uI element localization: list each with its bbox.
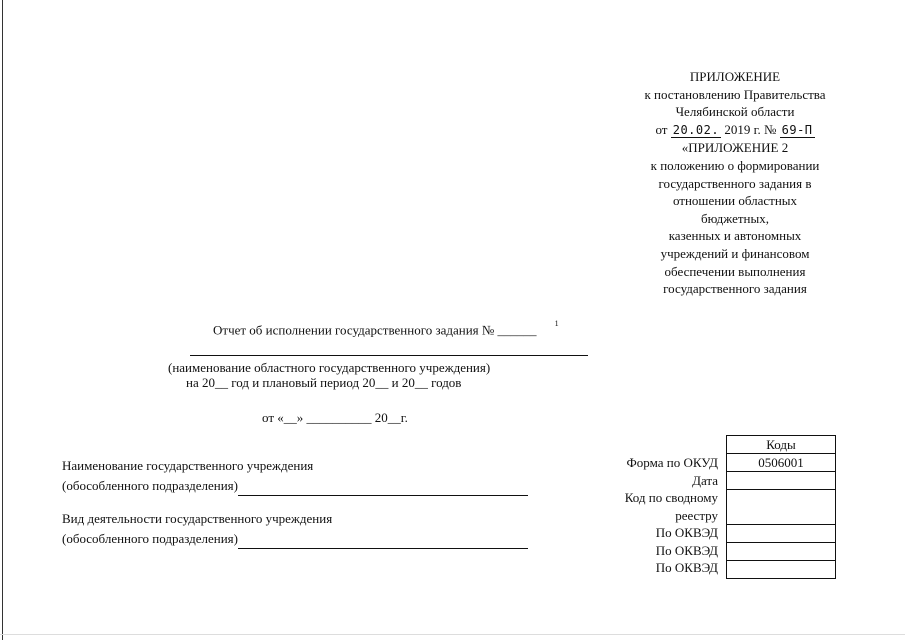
appendix-line: казенных и автономных	[668, 228, 802, 244]
decree-date: 20.02.	[672, 122, 720, 137]
appendix-date-line	[600, 121, 870, 140]
codes-header: Коды	[766, 437, 796, 452]
activity-blank	[238, 536, 528, 549]
appendix-header	[600, 68, 870, 298]
activity-field	[62, 509, 528, 549]
field-label: Наименование государственного учреждения	[62, 458, 314, 473]
okved-code-cell	[727, 542, 835, 560]
field-label: (обособленного подразделения)	[62, 478, 238, 493]
appendix-line: государственного задания	[663, 281, 807, 297]
code-label-okved: По ОКВЭД	[655, 560, 718, 575]
okved-code-cell	[727, 524, 835, 542]
appendix-title: ПРИЛОЖЕНИЕ	[689, 69, 781, 84]
report-title	[213, 319, 559, 338]
institution-name-blank	[238, 483, 528, 496]
report-date: от «__» __________ 20__г.	[262, 410, 408, 425]
code-label-registry-1: Код по сводному	[624, 490, 718, 505]
appendix-line: «ПРИЛОЖЕНИЕ 2	[681, 140, 789, 156]
decree-number: 69-П	[781, 122, 813, 137]
date-code-cell	[727, 471, 835, 489]
okud-code-cell: 0506001	[727, 453, 835, 471]
appendix-line: к положению о формировании	[650, 157, 820, 173]
field-label: (обособленного подразделения)	[62, 531, 238, 546]
appendix-line: бюджетных,	[701, 210, 769, 226]
report-title-text: Отчет об исполнении государственного задания № ______	[213, 322, 537, 338]
page-bottom-line	[0, 634, 905, 635]
field-label: Вид деятельности государственного учреждения	[62, 511, 333, 526]
date-prefix: от	[655, 121, 668, 137]
appendix-line: государственного задания в	[658, 175, 812, 191]
code-label-registry-2: реестру	[675, 507, 718, 523]
reporting-period: на 20__ год и плановый период 20__ и 20__ годов	[186, 375, 462, 390]
code-label-okved: По ОКВЭД	[655, 525, 718, 540]
registry-code-cell	[727, 489, 835, 524]
code-label-okved: По ОКВЭД	[655, 542, 718, 558]
page-edge-line	[2, 0, 3, 640]
institution-name-line	[190, 355, 588, 356]
appendix-line: Челябинской области	[675, 104, 795, 120]
appendix-line: отношении областных	[672, 193, 798, 209]
footnote-mark: 1	[554, 319, 559, 328]
appendix-line: обеспечении выполнения	[664, 263, 806, 279]
code-label-okud: Форма по ОКУД	[626, 455, 718, 470]
institution-name-field	[62, 456, 528, 496]
codes-table	[726, 435, 836, 579]
codes-labels	[560, 454, 718, 577]
code-label-date: Дата	[692, 472, 718, 488]
appendix-line: учреждений и финансовом	[660, 245, 810, 261]
institution-caption: (наименование областного государственного учреждения)	[168, 360, 491, 375]
okved-code-cell	[727, 560, 835, 578]
appendix-line: к постановлению Правительства	[644, 86, 826, 102]
year-text: 2019 г. №	[724, 121, 777, 137]
